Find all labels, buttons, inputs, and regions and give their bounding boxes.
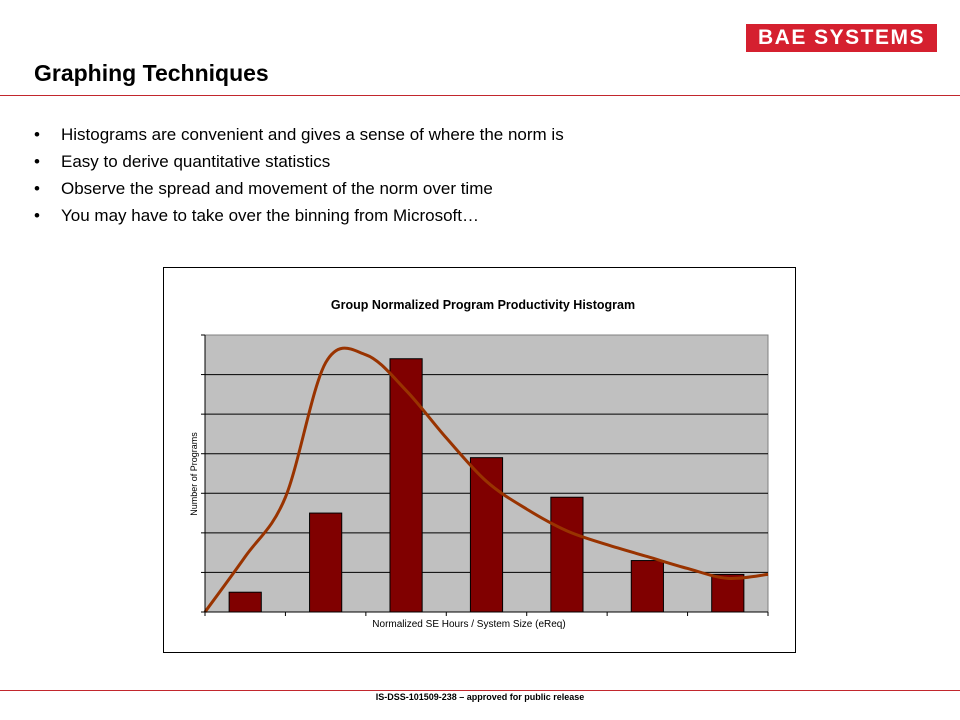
bullet-glyph: •	[34, 179, 40, 198]
histogram-chart	[163, 267, 796, 653]
bullet-glyph: •	[34, 152, 40, 171]
histogram-svg	[163, 267, 796, 653]
footer-text: IS-DSS-101509-238 – approved for public release	[375, 692, 585, 702]
bullet-item	[34, 178, 564, 205]
footer-divider	[0, 690, 960, 691]
histogram-bar-3	[390, 359, 422, 612]
bullet-text: Easy to derive quantitative statistics	[61, 152, 331, 171]
y-axis-label: Number of Programs	[189, 432, 199, 516]
bullet-item	[34, 205, 564, 232]
chart-title: Group Normalized Program Productivity Histogram	[330, 298, 636, 312]
histogram-bar-2	[310, 513, 342, 612]
histogram-bar-5	[551, 497, 583, 612]
bullet-glyph: •	[34, 125, 40, 144]
bullet-text: Observe the spread and movement of the norm over time	[61, 179, 493, 198]
bullet-item	[34, 151, 564, 178]
bullet-list	[34, 124, 564, 232]
bullet-text: You may have to take over the binning from Microsoft…	[61, 206, 479, 225]
bullet-text: Histograms are convenient and gives a sense of where the norm is	[61, 125, 564, 144]
bae-systems-logo: BAE SYSTEMS	[746, 24, 937, 52]
histogram-bar-1	[229, 592, 261, 612]
histogram-bar-6	[631, 561, 663, 612]
histogram-bar-7	[712, 574, 744, 612]
bullet-glyph: •	[34, 206, 40, 225]
slide-title: Graphing Techniques	[34, 60, 269, 86]
x-axis-label: Normalized SE Hours / System Size (eReq)	[372, 619, 566, 630]
bullet-item	[34, 124, 564, 151]
title-divider	[0, 95, 960, 96]
